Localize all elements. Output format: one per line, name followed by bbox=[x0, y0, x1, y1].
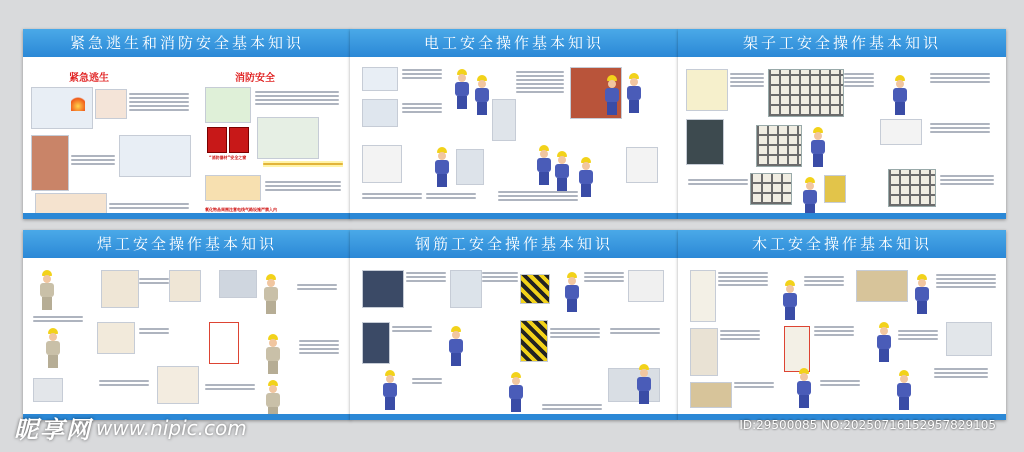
board-content bbox=[356, 262, 672, 410]
board-bottom-bar bbox=[350, 213, 678, 219]
board-title: 紧急逃生和消防安全基本知识 bbox=[23, 29, 351, 57]
illustration-fire-prevention bbox=[205, 87, 251, 123]
illustration-welding-3 bbox=[219, 270, 257, 298]
text-block bbox=[898, 328, 938, 342]
text-block bbox=[392, 324, 432, 334]
illustration-scaffold-grid bbox=[750, 173, 792, 205]
text-block bbox=[720, 328, 760, 342]
worker-figure bbox=[472, 75, 492, 115]
note-oxidizer: 氧化物品周围注意电线气路设施严禁入内 bbox=[205, 207, 277, 212]
board-bottom-bar bbox=[350, 414, 678, 420]
illustration-formwork bbox=[856, 270, 908, 302]
text-block bbox=[265, 179, 341, 193]
illustration-scaffold-grid bbox=[756, 125, 802, 167]
watermark-url: www.nipic.com bbox=[96, 416, 247, 440]
worker-figure bbox=[552, 151, 572, 191]
board-content bbox=[684, 61, 1000, 209]
illustration-crawling bbox=[119, 135, 191, 177]
worker-figure bbox=[263, 334, 283, 374]
safety-board-scaffolder bbox=[678, 29, 1006, 219]
worker-figure bbox=[624, 73, 644, 113]
text-block bbox=[71, 153, 115, 167]
text-block bbox=[255, 89, 339, 107]
board-bottom-bar bbox=[678, 213, 1006, 219]
illustration-switchboard bbox=[456, 149, 484, 185]
illustration-scaffold-2 bbox=[686, 119, 724, 165]
worker-figure bbox=[452, 69, 472, 109]
fire-cabinet-icon bbox=[229, 127, 249, 153]
illustration-hazard-stripes bbox=[520, 274, 550, 304]
illustration-saw bbox=[946, 322, 992, 356]
text-block bbox=[402, 101, 442, 115]
worker-figure bbox=[43, 328, 63, 368]
illustration-scaffold-1 bbox=[686, 69, 728, 111]
text-block bbox=[33, 314, 83, 324]
illustration-rebar-1 bbox=[450, 270, 482, 308]
subtitle-escape: 紧急逃生 bbox=[69, 73, 109, 84]
board-content bbox=[29, 262, 345, 410]
illustration-welding-5 bbox=[157, 366, 199, 404]
illustration-scaffold-red bbox=[784, 326, 810, 372]
safety-board-welder bbox=[23, 230, 351, 420]
worker-figure bbox=[874, 322, 894, 362]
illustration-barrier bbox=[824, 175, 846, 203]
text-block bbox=[498, 189, 578, 203]
board-title: 钢筋工安全操作基本知识 bbox=[350, 230, 678, 258]
text-block bbox=[412, 376, 442, 386]
worker-figure bbox=[380, 370, 400, 410]
text-block bbox=[934, 366, 988, 380]
board-bottom-bar bbox=[23, 213, 351, 219]
text-block bbox=[299, 338, 339, 356]
illustration-cabinet bbox=[626, 147, 658, 183]
text-block bbox=[542, 402, 602, 412]
text-block bbox=[550, 326, 600, 340]
worker-figure bbox=[780, 280, 800, 320]
text-block bbox=[940, 173, 994, 187]
text-block bbox=[482, 270, 518, 284]
text-block bbox=[109, 201, 189, 211]
safety-board-carpenter bbox=[678, 230, 1006, 420]
worker-figure bbox=[894, 370, 914, 410]
illustration-motor bbox=[362, 99, 398, 127]
worker-figure bbox=[534, 145, 554, 185]
text-block bbox=[402, 67, 442, 81]
board-content bbox=[29, 61, 345, 212]
illustration-rebar-3 bbox=[362, 322, 390, 364]
text-block bbox=[139, 276, 169, 286]
text-block bbox=[930, 71, 990, 85]
illustration-welding-4 bbox=[97, 322, 135, 354]
illustration-ladder bbox=[690, 270, 716, 322]
illustration-clamp bbox=[880, 119, 922, 145]
worker-figure bbox=[890, 75, 910, 115]
worker-figure bbox=[562, 272, 582, 312]
worker-figure bbox=[794, 368, 814, 408]
watermark-id: ID:29500085 NO:20250716152957829105 bbox=[739, 418, 996, 432]
text-block bbox=[426, 191, 476, 201]
text-block bbox=[362, 191, 422, 201]
board-title: 架子工安全操作基本知识 bbox=[678, 29, 1006, 57]
worker-figure bbox=[800, 177, 820, 217]
text-block bbox=[99, 378, 149, 388]
text-block bbox=[804, 274, 844, 288]
text-block bbox=[814, 324, 854, 338]
fire-cabinet-icon bbox=[207, 127, 227, 153]
illustration-scaffold-grid bbox=[768, 69, 844, 117]
illustration-tools bbox=[362, 67, 398, 91]
text-block bbox=[584, 270, 624, 284]
illustration-hazard-stripes bbox=[520, 320, 548, 362]
watermark-logo: 昵享网 bbox=[14, 416, 92, 444]
text-block bbox=[844, 71, 874, 89]
safety-board-fire-escape bbox=[23, 29, 351, 219]
illustration-ladder bbox=[209, 322, 239, 364]
text-block bbox=[610, 326, 660, 336]
text-block bbox=[205, 382, 255, 392]
fire-icon bbox=[71, 95, 85, 111]
worker-figure bbox=[576, 157, 596, 197]
illustration-carpentry-1 bbox=[690, 328, 718, 376]
text-block bbox=[688, 177, 748, 187]
worker-figure bbox=[506, 372, 526, 412]
illustration-scaffold-grid bbox=[888, 169, 936, 207]
worker-figure bbox=[37, 270, 57, 310]
text-block bbox=[718, 270, 768, 288]
text-block bbox=[820, 378, 860, 388]
illustration-firefighters bbox=[257, 117, 319, 159]
worker-figure bbox=[261, 274, 281, 314]
text-block bbox=[406, 270, 446, 284]
text-block bbox=[516, 69, 564, 95]
worker-figure bbox=[602, 75, 622, 115]
illustration-rebar-2 bbox=[628, 270, 664, 302]
board-title: 焊工安全操作基本知识 bbox=[23, 230, 351, 258]
illustration-timber bbox=[690, 382, 732, 408]
illustration-lamps bbox=[362, 145, 402, 183]
board-content bbox=[684, 262, 1000, 410]
illustration-burning-car bbox=[205, 175, 261, 201]
illustration-welding-2 bbox=[169, 270, 201, 302]
illustration-machine bbox=[33, 378, 63, 402]
safety-board-rebar-worker bbox=[350, 230, 678, 420]
text-block bbox=[734, 380, 774, 390]
illustration-door bbox=[31, 135, 69, 191]
text-block bbox=[730, 71, 764, 89]
board-title: 木工安全操作基本知识 bbox=[678, 230, 1006, 258]
safety-board-electrician bbox=[350, 29, 678, 219]
text-block bbox=[936, 272, 996, 290]
board-title: 电工安全操作基本知识 bbox=[350, 29, 678, 57]
worker-figure bbox=[634, 364, 654, 404]
warning-strip bbox=[263, 161, 343, 167]
illustration-electric-box bbox=[492, 99, 516, 141]
text-block bbox=[129, 91, 189, 113]
text-block bbox=[930, 121, 990, 135]
worker-figure bbox=[808, 127, 828, 167]
subtitle-fire-safety: 消防安全 bbox=[235, 73, 275, 84]
illustration-escape-2 bbox=[95, 89, 127, 119]
text-block bbox=[139, 326, 169, 336]
worker-figure bbox=[912, 274, 932, 314]
text-block bbox=[297, 282, 337, 292]
illustration-welding-1 bbox=[101, 270, 139, 308]
worker-figure bbox=[432, 147, 452, 187]
illustration-rebar-cage bbox=[362, 270, 404, 308]
worker-figure bbox=[446, 326, 466, 366]
note-fire-window: “消防器材”安全之窗 bbox=[209, 155, 247, 160]
board-content bbox=[356, 61, 672, 209]
